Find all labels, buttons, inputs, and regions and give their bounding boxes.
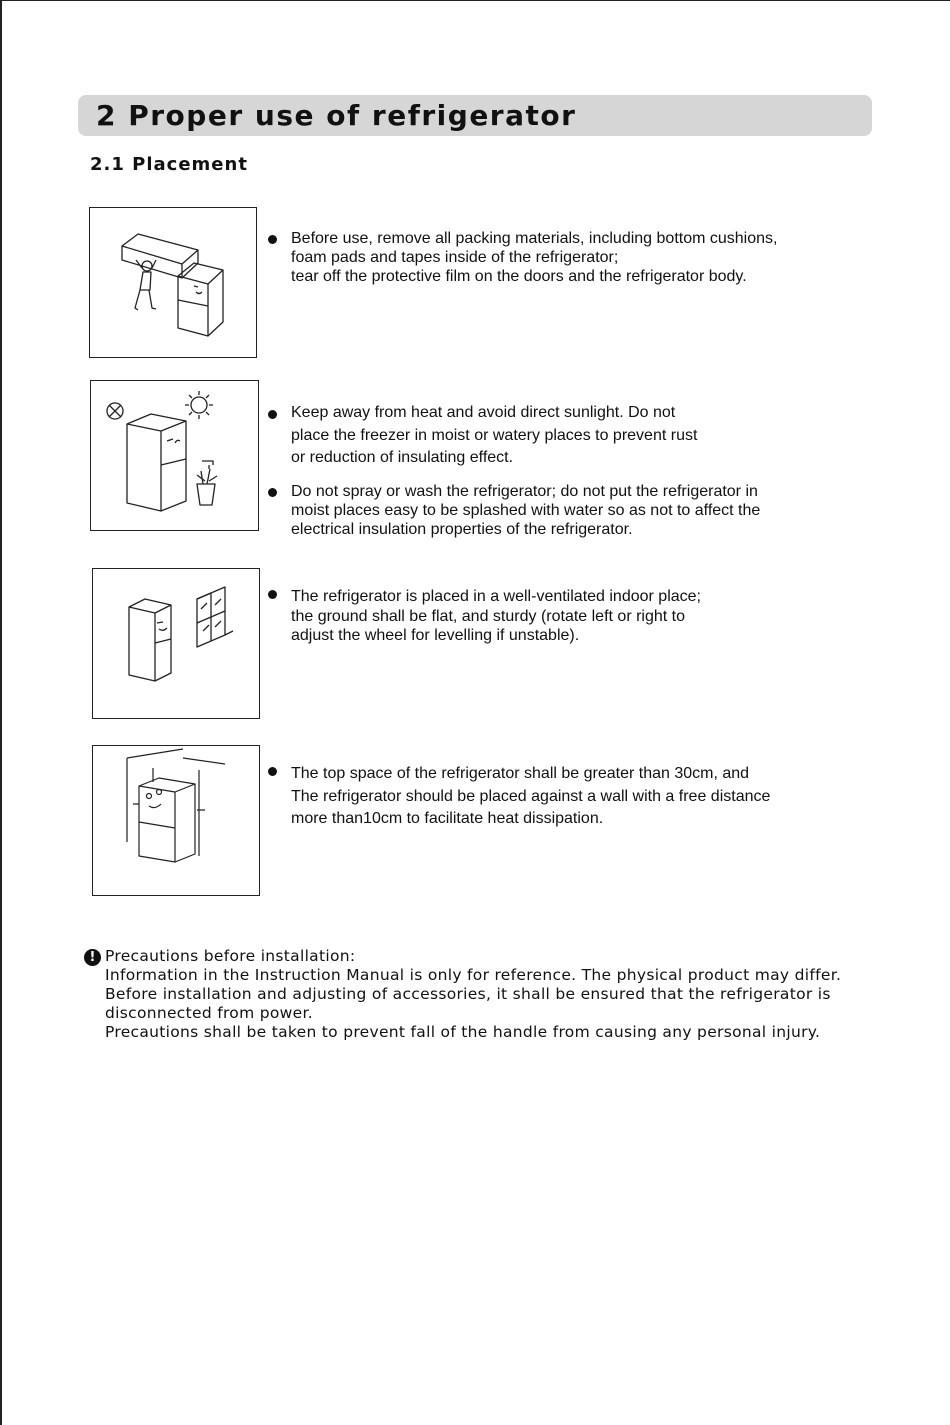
ventilated-room-illustration [92,568,260,719]
bullet-icon [268,488,277,497]
placement-item-clearance [268,763,828,831]
item-text: The top space of the refrigerator shall be greater than 30cm, and The refrigerator should be placed against a wall with a free distance more than10cm to facilitate heat dissipation. [291,765,771,827]
placement-item-ventilation [268,587,828,646]
precautions-heading: Precautions before installation: [105,947,356,965]
chapter-title-bar [78,95,872,136]
item-text: Keep away from heat and avoid direct sunlight. Do not place the freezer in moist or watery places to prevent rust or reduction of insulating effect. [291,404,698,466]
bullet-icon [268,767,277,776]
chapter-title: 2 Proper use of refrigerator [96,99,577,132]
item-text: The refrigerator is placed in a well-ventilated indoor place; the ground shall be flat, and sturdy (rotate left or right to adjust the wheel for levelling if unstable). [291,588,701,645]
exclamation-icon: ! [84,949,101,966]
heat-and-moisture-illustration [90,380,259,531]
bullet-icon [268,410,277,419]
page-border [0,0,2,1425]
wall-clearance-illustration [92,745,260,896]
section-heading: 2.1 Placement [90,154,248,175]
item-text: Do not spray or wash the refrigerator; do not put the refrigerator in moist places easy to be splashed with water so as not to affect the electrical insulation properties of the refrigerator. [291,483,761,538]
unpacking-illustration [89,207,257,358]
placement-item-water [268,482,828,539]
item-text: Before use, remove all packing materials, including bottom cushions, foam pads and tapes inside of the refrigerator; tear off the protective film on the doors and the refrigerator body. [291,230,778,285]
bullet-icon [268,590,277,599]
page-border-top [0,0,950,1]
placement-item-heat [268,402,828,470]
precautions-body: Information in the Instruction Manual is only for reference. The physical product may differ. Before installation and adjusting of accessories, it shall be ensured that the refrigerator is disconnected from power. Precautions shall be taken to prevent fall of the handle from causing any personal injury. [105,966,842,1041]
placement-item-unpacking [268,229,828,286]
bullet-icon [268,235,277,244]
